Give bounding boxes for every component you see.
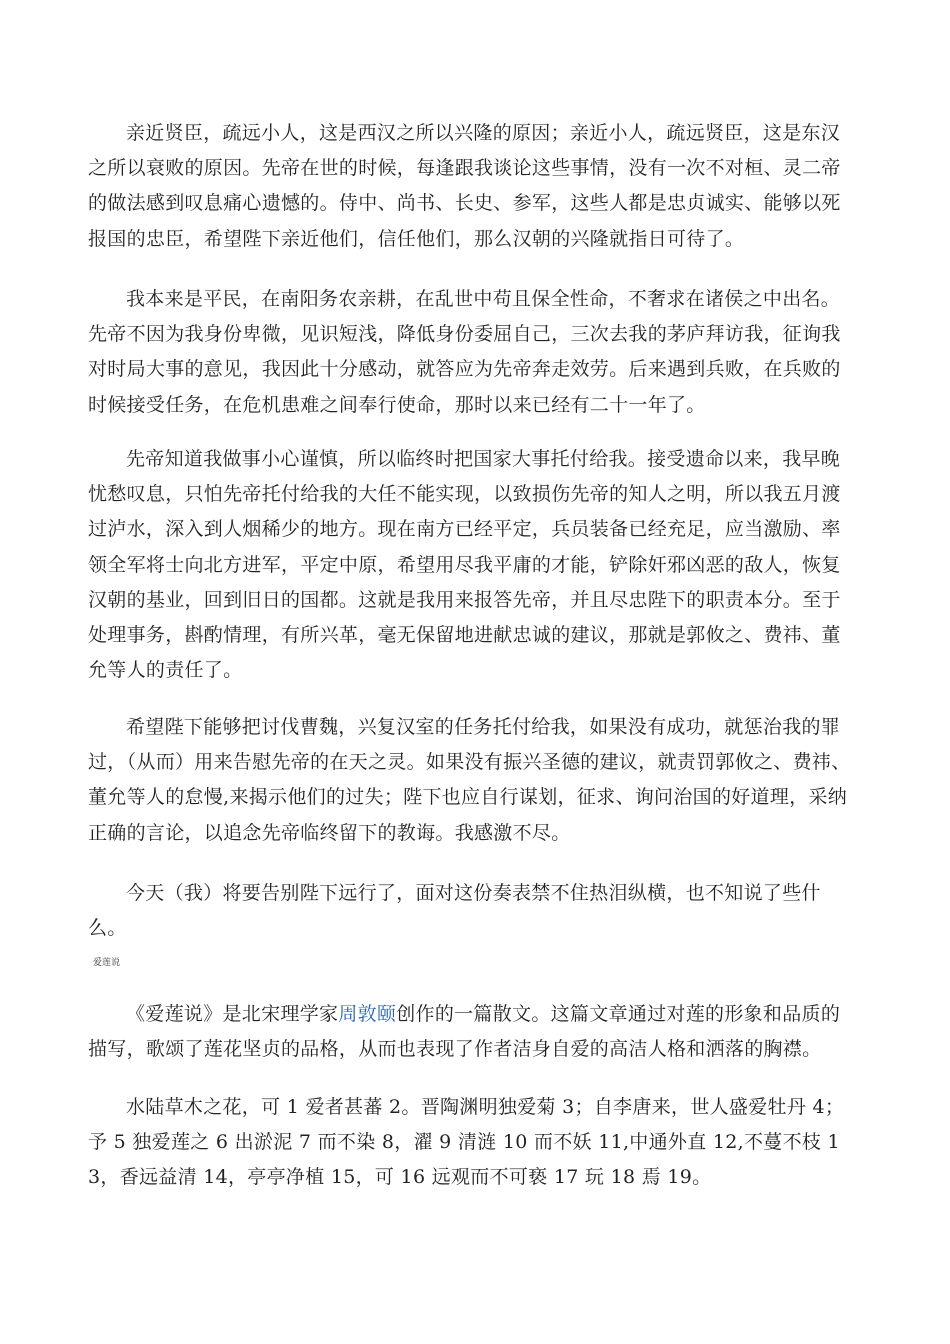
paragraph-translation-3: 先帝知道我做事小心谨慎，所以临终时把国家大事托付给我。接受遗命以来，我早晚忧愁叹息，只怕先帝托付给我的大任不能实现，以致损伤先帝的知人之明，所以我五月渡过泸水，深入到人烟稀少的地方。现在南方已经平定，兵员装备已经充足，应当激励、率领全军将士向北方进军，平定中原，希望用尽我平庸的才能，铲除奸邪凶恶的敌人，恢复汉朝的基业，回到旧日的国都。这就是我用来报答先帝，并且尽忠陛下的职责本分。至于处理事务，斟酌情理，有所兴革，毫无保留地进献忠诚的建议，那就是郭攸之、费祎、董允等人的责任了。 bbox=[88, 448, 841, 682]
intro-text-before: 《爱莲说》是北宋理学家 bbox=[126, 1003, 339, 1025]
original-text-paragraph: 水陆草木之花，可 1 爱者甚蕃 2。晋陶渊明独爱菊 3；自李唐来，世人盛爱牡丹 4；予 5 独爱莲之 6 出淤泥 7 而不染 8，濯 9 清涟 10 而不妖 11,中通外直 12,不蔓不枝 13，香远益清 14，亭亭净植 15，可 16 远观而不可亵 17 玩 18 焉 19。 bbox=[88, 1096, 845, 1189]
paragraph-translation-2: 我本来是平民，在南阳务农亲耕，在乱世中苟且保全性命，不奢求在诸侯之中出名。先帝不因为我身份卑微，见识短浅，降低身份委屈自己，三次去我的茅庐拜访我，征询我对时局大事的意见，我因此十分感动，就答应为先帝奔走效劳。后来遇到兵败，在兵败的时候接受任务，在危机患难之间奉行使命，那时以来已经有二十一年了。 bbox=[88, 288, 841, 416]
paragraph-translation-5: 今天（我）将要告别陛下远行了，面对这份奏表禁不住热泪纵横，也不知说了些什么。 bbox=[88, 882, 821, 940]
intro-text-after: 创作的一篇散文。这篇文章通过对莲的形象和品质的描写，歌颂了莲花坚贞的品格，从而也表现了作者洁身自爱的高洁人格和洒落的胸襟。 bbox=[88, 1003, 841, 1061]
paragraph-translation-1: 亲近贤臣，疏远小人，这是西汉之所以兴隆的原因；亲近小人，疏远贤臣，这是东汉之所以衰败的原因。先帝在世的时候，每逢跟我谈论这些事情，没有一次不对桓、灵二帝的做法感到叹息痛心遗憾的。侍中、尚书、长史、参军，这些人都是忠贞诚实、能够以死报国的忠臣，希望陛下亲近他们，信任他们，那么汉朝的兴隆就指日可待了。 bbox=[88, 122, 841, 250]
author-link[interactable]: 周敦颐 bbox=[338, 1003, 397, 1025]
section-title: 爱莲说 bbox=[93, 958, 121, 968]
intro-paragraph bbox=[88, 997, 858, 1067]
paragraph-translation-4: 希望陛下能够把讨伐曹魏，兴复汉室的任务托付给我，如果没有成功，就惩治我的罪过，（从而）用来告慰先帝的在天之灵。如果没有振兴圣德的建议，就责罚郭攸之、费祎、董允等人的怠慢,来揭示他们的过失；陛下也应自行谋划，征求、询问治国的好道理，采纳正确的言论，以追念先帝临终留下的教诲。我感激不尽。 bbox=[88, 716, 851, 844]
